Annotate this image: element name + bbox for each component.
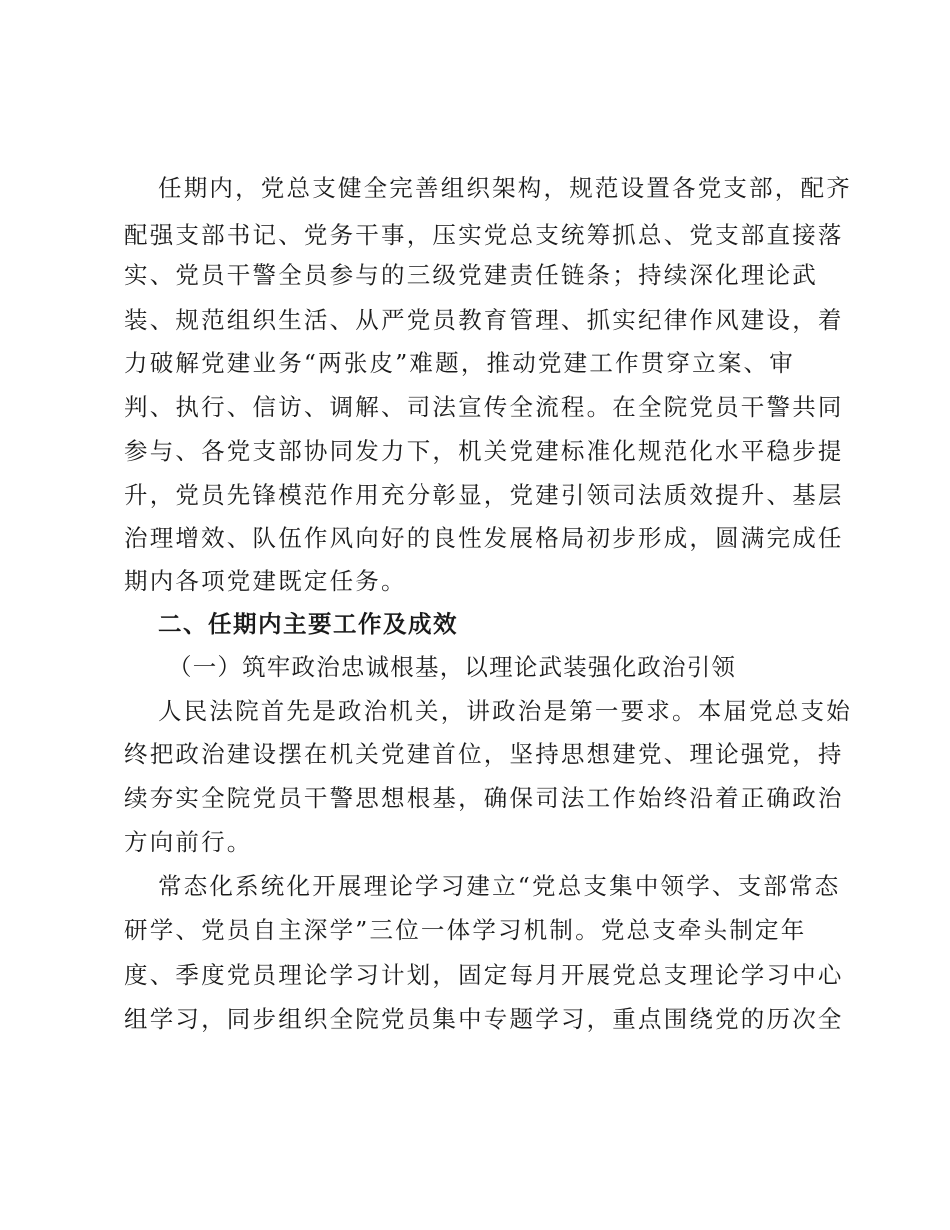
paragraph-3-line-2: 研学、党员自主深学”三位一体学习机制。党总支牵头制定年 bbox=[124, 916, 807, 944]
paragraph-2-line-4: 方向前行。 bbox=[124, 828, 253, 856]
paragraph-1-line-3: 实、党员干警全员参与的三级党建责任链条；持续深化理论武 bbox=[124, 261, 818, 289]
paragraph-1-line-4: 装、规范组织生活、从严党员教育管理、抓实纪律作风建设，着 bbox=[124, 306, 844, 334]
paragraph-1-line-7: 参与、各党支部协同发力下，机关党建标准化规范化水平稳步提 bbox=[124, 437, 844, 465]
paragraph-1-line-9: 治理增效、队伍作风向好的良性发展格局初步形成，圆满完成任 bbox=[124, 524, 844, 552]
paragraph-1-line-1: 任期内，党总支健全完善组织架构，规范设置各党支部，配齐 bbox=[158, 174, 852, 202]
section-heading: 二、任期内主要工作及成效 bbox=[158, 610, 458, 638]
paragraph-3-line-1: 常态化系统化开展理论学习建立“党总支集中领学、支部常态 bbox=[158, 872, 841, 900]
paragraph-1-line-2: 配强支部书记、党务干事，压实党总支统筹抓总、党支部直接落 bbox=[124, 221, 844, 249]
paragraph-1-line-10: 期内各项党建既定任务。 bbox=[124, 567, 407, 595]
paragraph-1-line-8: 升，党员先锋模范作用充分彰显，党建引领司法质效提升、基层 bbox=[124, 481, 844, 509]
paragraph-2-line-3: 续夯实全院党员干警思想根基，确保司法工作始终沿着正确政治 bbox=[124, 784, 844, 812]
paragraph-2-line-2: 终把政治建设摆在机关党建首位，坚持思想建党、理论强党，持 bbox=[124, 740, 844, 768]
sub-heading: （一）筑牢政治忠诚根基，以理论武装强化政治引领 bbox=[168, 653, 737, 681]
paragraph-3-line-4: 组学习，同步组织全院党员集中专题学习，重点围绕党的历次全 bbox=[124, 1005, 844, 1033]
paragraph-2-line-1: 人民法院首先是政治机关，讲政治是第一要求。本届党总支始 bbox=[158, 697, 852, 725]
paragraph-1-line-5: 力破解党建业务“两张皮”难题，推动党建工作贯穿立案、审 bbox=[124, 349, 795, 377]
paragraph-3-line-3: 度、季度党员理论学习计划，固定每月开展党总支理论学习中心 bbox=[124, 961, 844, 989]
paragraph-1-line-6: 判、执行、信访、调解、司法宣传全流程。在全院党员干警共同 bbox=[124, 393, 844, 421]
